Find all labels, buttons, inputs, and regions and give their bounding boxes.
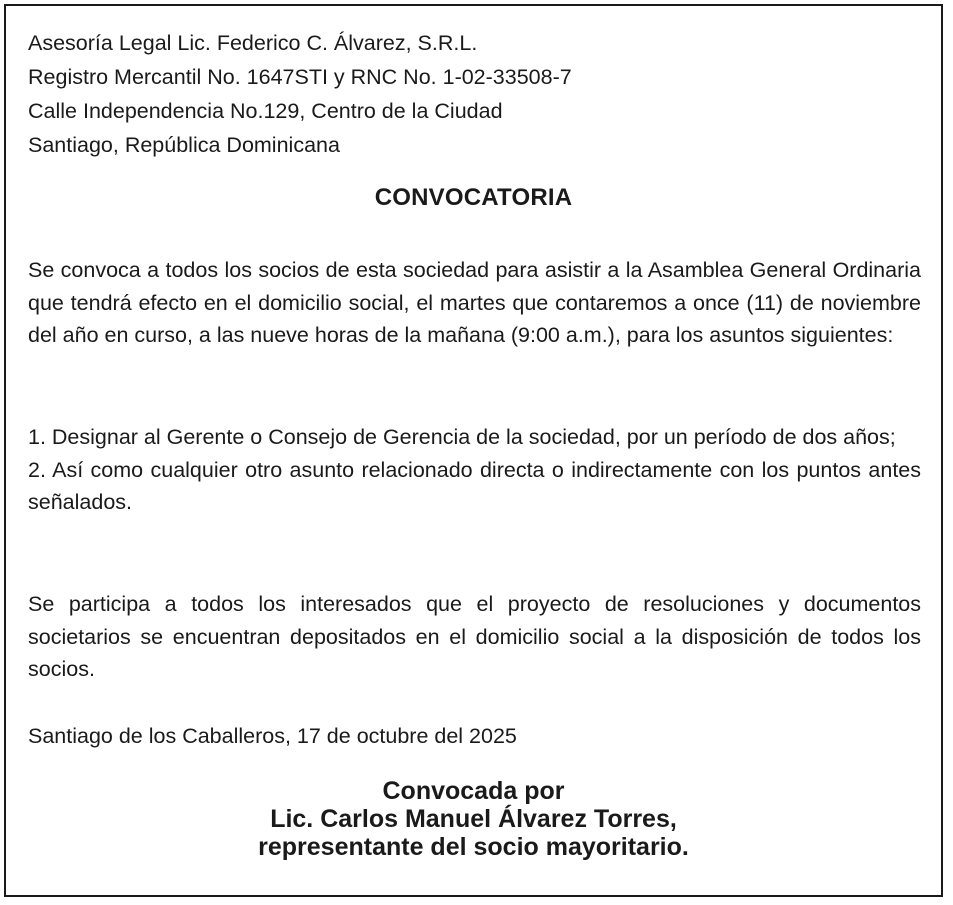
agenda-item: 1. Designar al Gerente o Consejo de Gerencia de la sociedad, por un período de dos años; [28,425,896,449]
convocation-paragraph: Se convoca a todos los socios de esta sociedad para asistir a la Asamblea General Ordinaria que tendrá efecto en el domicilio social, el martes que contaremos a once (11) de noviembre del año en curso, a las nueve horas de la mañana (9:00 a.m.), para los asuntos siguientes: [28,258,921,347]
agenda-item: 2. Así como cualquier otro asunto relacionado directa o indirectamente con los puntos antes señalados. [28,457,921,514]
place-and-date: Santiago de los Caballeros, 17 de octubre del 2025 [28,724,517,748]
company-address: Calle Independencia No.129, Centro de la Ciudad [28,99,503,123]
legal-notice-frame [4,4,943,897]
agenda-list [28,421,921,519]
company-name: Asesoría Legal Lic. Federico C. Álvarez, S.R.L. [28,31,478,55]
company-registry: Registro Mercantil No. 1647STI y RNC No. 1-02-33508-7 [28,65,572,89]
company-header [28,26,572,162]
company-city: Santiago, República Dominicana [28,133,340,157]
signature-heading: Convocada por [382,777,565,805]
signature-block [6,777,941,861]
documents-paragraph: Se participa a todos los interesados que el proyecto de resoluciones y documentos societarios se encuentran depositados en el domicilio social a la disposición de todos los socios. [28,592,921,681]
notice-title: CONVOCATORIA [374,184,573,211]
signatory-name: Lic. Carlos Manuel Álvarez Torres, [270,805,677,833]
signatory-role: representante del socio mayoritario. [258,833,689,861]
